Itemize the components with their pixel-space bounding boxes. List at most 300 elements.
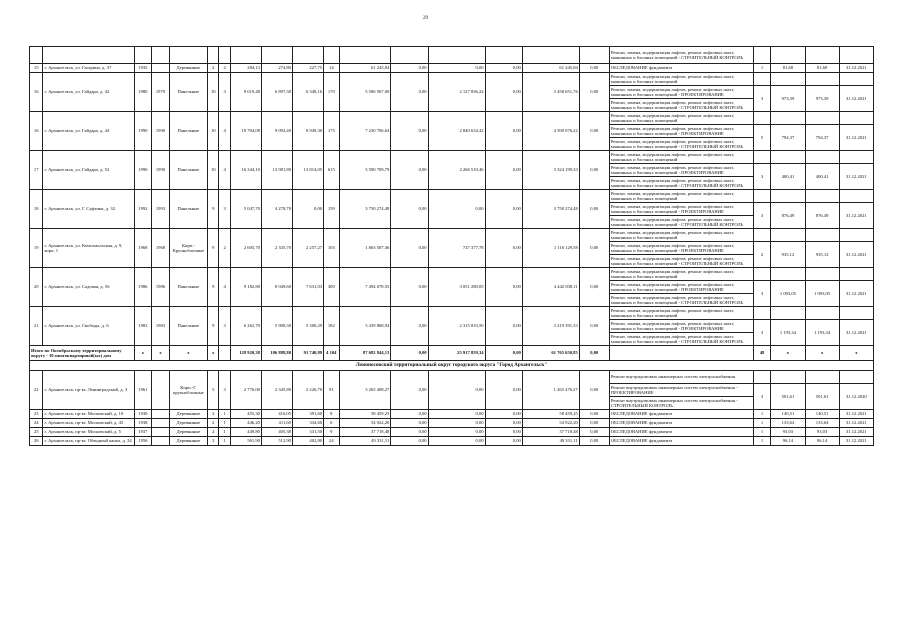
unit-cost-cell: 400,41 xyxy=(771,164,805,190)
wall-material-cell: Панельные xyxy=(169,151,207,190)
address-cell: г. Архангельск, ул. Гагарина, д. 37 xyxy=(43,64,134,73)
other-funds-cell: 0,00 xyxy=(579,64,609,73)
premises-area-cell: 13 981,80 xyxy=(261,151,292,190)
count-cell: 3 xyxy=(753,384,771,410)
row-number-cell: 21 xyxy=(30,307,43,346)
blank-cell xyxy=(839,229,873,242)
residential-area-cell: 5 300,29 xyxy=(292,307,323,346)
count-cell: 1 xyxy=(753,410,771,419)
limit-cost-cell: 973,39 xyxy=(805,86,839,112)
row-number-cell: 16 xyxy=(30,73,43,112)
other-funds-cell: 0,00 xyxy=(579,410,609,419)
building-row xyxy=(30,190,874,203)
budget-cell: 0,00 xyxy=(428,419,485,428)
total-label-cell: Итого по Октябрьскому территориальному округу - 10 многоквартирный(ых) дом xyxy=(30,346,135,361)
building-row xyxy=(30,229,874,242)
blank-cell xyxy=(485,47,522,64)
blank-cell xyxy=(839,151,873,164)
unit-cost-cell: 96,14 xyxy=(771,437,805,446)
unit-cost-cell: 935,12 xyxy=(771,242,805,268)
fund-cell: 0,00 xyxy=(391,151,428,190)
blank-cell xyxy=(753,190,771,203)
residents-cell: 8 xyxy=(324,410,340,419)
count-cell: 5 xyxy=(753,125,771,151)
entrances-cell: 1 xyxy=(219,437,230,446)
work-type-cell: Ремонт внутридомовых инженерных систем электроснабжения xyxy=(609,371,753,384)
building-row xyxy=(30,64,874,73)
unit-cost-cell: 1 093,05 xyxy=(771,281,805,307)
residents-cell: 159 xyxy=(324,190,340,229)
blank-cell xyxy=(771,307,805,320)
total-dash-cell: x xyxy=(134,346,152,361)
deadline-cell: 31.12.2021 xyxy=(839,242,873,268)
work-type-cell: ОБСЛЕДОВАНИЕ фундамента xyxy=(609,410,753,419)
total-area-cell: 128 920,38 xyxy=(230,346,261,361)
deadline-cell: 31.12.2020 xyxy=(839,384,873,410)
blank-cell xyxy=(230,47,261,64)
blank-cell xyxy=(292,47,323,64)
owners-funds-cell: 3 324 199,33 xyxy=(522,151,579,190)
floors-cell: 2 xyxy=(208,410,219,419)
blank-cell xyxy=(839,47,873,64)
budget-cell: 0,00 xyxy=(428,371,485,410)
count-cell: 3 xyxy=(753,281,771,307)
premises-area-cell: 411,60 xyxy=(261,419,292,428)
row-number-cell: 17 xyxy=(30,151,43,190)
residents-cell: 170 xyxy=(324,73,340,112)
limit-cost-cell: 501,61 xyxy=(805,384,839,410)
address-cell: г. Архангельск, ул. Г. Суфтина, д. 32 xyxy=(43,190,134,229)
total-dash-cell: x xyxy=(169,346,207,361)
total-area-cell: 2 605,70 xyxy=(230,229,261,268)
other-funds-cell: 0,00 xyxy=(579,229,609,268)
cost-total-cell: 37 718,48 xyxy=(339,428,391,437)
row-number-cell: 18 xyxy=(30,190,43,229)
blank-cell xyxy=(753,371,771,384)
count-cell: 3 xyxy=(753,164,771,190)
work-type-cell: Ремонт, замена, модернизация лифтов, ремонт лифтовых шахт, машинных и блочных помещений - СТРОИТЕЛЬНЫЙ КОНТРОЛЬ xyxy=(609,47,753,64)
renovation-year-cell xyxy=(152,371,170,410)
work-type-cell: Ремонт внутридомовых инженерных систем электроснабжения - ПРОЕКТИРОВАНИЕ xyxy=(609,384,753,397)
floors-cell: 2 xyxy=(208,437,219,446)
total-area-cell: 2 776,00 xyxy=(230,371,261,410)
fund-cell: 0,00 xyxy=(391,307,428,346)
blank-cell xyxy=(753,73,771,86)
cost-total-cell: 61 245,84 xyxy=(339,64,391,73)
page-number: 29 xyxy=(423,16,428,21)
entrances-cell: 1 xyxy=(219,419,230,428)
renovation-year-cell: 1990 xyxy=(152,151,170,190)
entrances-cell: 3 xyxy=(219,307,230,346)
local-budget-cell: 0,00 xyxy=(485,419,522,428)
deadline-cell: 31.12.2021 xyxy=(839,86,873,112)
fund-cell: 0,00 xyxy=(391,190,428,229)
deadline-cell: 31.12.2021 xyxy=(839,64,873,73)
owners-funds-cell: 4 442 838,11 xyxy=(522,268,579,307)
wall-material-cell: Деревянные xyxy=(169,419,207,428)
blank-cell xyxy=(771,47,805,64)
residents-cell: 300 xyxy=(324,268,340,307)
work-type-cell: Ремонт, замена, модернизация лифтов, ремонт лифтовых шахт, машинных и блочных помещений - ПРОЕКТИРОВАНИЕ xyxy=(609,86,753,99)
work-type-cell: Ремонт, замена, модернизация лифтов, ремонт лифтовых шахт, машинных и блочных помещений - ПРОЕКТИРОВАНИЕ xyxy=(609,203,753,216)
renovation-year-cell: 1968 xyxy=(152,229,170,268)
premises-area-cell: 6 897,30 xyxy=(261,73,292,112)
total-budget-cell: 25 917 859,34 xyxy=(428,346,485,361)
total-area-cell: 5 047,70 xyxy=(230,190,261,229)
address-cell: г. Архангельск, пр-кт. Обводный канал, д. 24 xyxy=(43,437,134,446)
premises-area-cell: 5 908,30 xyxy=(261,307,292,346)
blank-cell xyxy=(208,47,219,64)
work-type-cell: ОБСЛЕДОВАНИЕ фундамента xyxy=(609,64,753,73)
total-cost-cell: 87 682 844,13 xyxy=(339,346,391,361)
floors-cell: 10 xyxy=(208,112,219,151)
count-cell: 1 xyxy=(753,437,771,446)
budget-cell: 2 840 634,42 xyxy=(428,112,485,151)
total-count-cell: 48 xyxy=(753,346,771,361)
local-budget-cell: 0,00 xyxy=(485,190,522,229)
residential-area-cell: 334,60 xyxy=(292,419,323,428)
address-cell: г. Архангельск, ул. Гайдара, д. 44 xyxy=(43,112,134,151)
renovation-year-cell: 1979 xyxy=(152,73,170,112)
work-type-cell: Ремонт, замена, модернизация лифтов, ремонт лифтовых шахт, машинных и блочных помещений - СТРОИТЕЛЬНЫЙ КОНТРОЛЬ xyxy=(609,216,753,229)
row-number-cell: 23 xyxy=(30,410,43,419)
floors-cell: 9 xyxy=(208,268,219,307)
section-header-row xyxy=(30,361,874,371)
limit-cost-cell: 935,12 xyxy=(805,242,839,268)
wall-material-cell: Панельные xyxy=(169,190,207,229)
other-funds-cell: 0,00 xyxy=(579,190,609,229)
blank-cell xyxy=(522,47,579,64)
renovation-year-cell xyxy=(152,419,170,428)
blank-cell xyxy=(219,47,230,64)
fund-cell: 0,00 xyxy=(391,229,428,268)
limit-cost-cell: 400,41 xyxy=(805,164,839,190)
residential-area-cell: 6 348,16 xyxy=(292,73,323,112)
total-area-cell: 8 019,48 xyxy=(230,73,261,112)
address-cell: г. Архангельск, пр-кт. Ленинградский, д. 3 xyxy=(43,371,134,410)
residential-area-cell: 331,50 xyxy=(292,428,323,437)
budget-cell: 3 051 280,05 xyxy=(428,268,485,307)
premises-area-cell: 4 278,70 xyxy=(261,190,292,229)
unit-cost-cell: 1 193,34 xyxy=(771,320,805,346)
build-year-cell: 1990 xyxy=(134,151,152,190)
entrances-cell: 1 xyxy=(219,410,230,419)
build-year-cell: 1983 xyxy=(134,307,152,346)
wall-material-cell: Панельные xyxy=(169,73,207,112)
wall-material-cell: Деревянные xyxy=(169,428,207,437)
row-number-cell: 25 xyxy=(30,428,43,437)
build-year-cell: 1935 xyxy=(134,64,152,73)
total-dash-cell: x xyxy=(208,346,219,361)
cost-total-cell: 7 494 678,55 xyxy=(339,268,391,307)
work-type-cell: Ремонт, замена, модернизация лифтов, ремонт лифтовых шахт, машинных и блочных помещений - СТРОИТЕЛЬНЫЙ КОНТРОЛЬ xyxy=(609,138,753,151)
deadline-cell: 31.12.2021 xyxy=(839,428,873,437)
deadline-cell: 31.12.2021 xyxy=(839,320,873,346)
building-row xyxy=(30,73,874,86)
premises-area-cell: 2 335,70 xyxy=(261,229,292,268)
address-cell: г. Архангельск, ул. Гайдара, д. 52 xyxy=(43,151,134,190)
address-cell: г. Архангельск, ул. Свободы, д. 6 xyxy=(43,307,134,346)
budget-cell: 2 127 836,24 xyxy=(428,73,485,112)
count-cell: 2 xyxy=(753,242,771,268)
other-funds-cell: 0,00 xyxy=(579,419,609,428)
build-year-cell: 1956 xyxy=(134,437,152,446)
deadline-cell: 31.12.2021 xyxy=(839,125,873,151)
building-row xyxy=(30,151,874,164)
unit-cost-cell: 133,64 xyxy=(771,419,805,428)
limit-cost-cell: 140,51 xyxy=(805,410,839,419)
total-dash-cell: x xyxy=(805,346,839,361)
budget-cell: 2 315 810,50 xyxy=(428,307,485,346)
work-type-cell: Ремонт, замена, модернизация лифтов, ремонт лифтовых шахт, машинных и блочных помещений - СТРОИТЕЛЬНЫЙ КОНТРОЛЬ xyxy=(609,177,753,190)
residents-cell: 91 xyxy=(324,371,340,410)
floors-cell: 5 xyxy=(208,371,219,410)
total-other-cell: 0,00 xyxy=(579,346,609,361)
row-number-cell: 15 xyxy=(30,64,43,73)
limit-cost-cell: 96,14 xyxy=(805,437,839,446)
work-type-cell: Ремонт, замена, модернизация лифтов, ремонт лифтовых шахт, машинных и блочных помещений - СТРОИТЕЛЬНЫЙ КОНТРОЛЬ xyxy=(609,255,753,268)
row-number-cell: 19 xyxy=(30,229,43,268)
premises-area-cell: 405,38 xyxy=(261,428,292,437)
wall-material-cell: Панельные xyxy=(169,268,207,307)
blank-cell xyxy=(579,47,609,64)
total-residential-cell: 91 740,89 xyxy=(292,346,323,361)
owners-funds-cell: 3 750 274,48 xyxy=(522,190,579,229)
total-residents-cell: 4 104 xyxy=(324,346,340,361)
other-funds-cell: 0,00 xyxy=(579,268,609,307)
blank-cell xyxy=(428,47,485,64)
work-type-cell: Ремонт, замена, модернизация лифтов, ремонт лифтовых шахт, машинных и блочных помещений - СТРОИТЕЛЬНЫЙ КОНТРОЛЬ xyxy=(609,294,753,307)
renovation-year-cell xyxy=(152,428,170,437)
work-type-cell: Ремонт, замена, модернизация лифтов, ремонт лифтовых шахт, машинных и блочных помещений xyxy=(609,151,753,164)
blank-cell xyxy=(805,307,839,320)
limit-cost-cell: 81,68 xyxy=(805,64,839,73)
unit-cost-cell: 794,37 xyxy=(771,125,805,151)
total-local-cell: 0,00 xyxy=(485,346,522,361)
blank-cell xyxy=(753,151,771,164)
other-funds-cell: 0,00 xyxy=(579,112,609,151)
deadline-cell: 31.12.2021 xyxy=(839,281,873,307)
premises-area-cell: 512,90 xyxy=(261,437,292,446)
total-area-cell: 16 344,10 xyxy=(230,151,261,190)
work-type-cell: Ремонт внутридомовых инженерных систем электроснабжения - СТРОИТЕЛЬНЫЙ КОНТРОЛЬ xyxy=(609,397,753,410)
total-area-cell: 9 182,80 xyxy=(230,268,261,307)
wall-material-cell: Панельные xyxy=(169,112,207,151)
residential-area-cell: 402,80 xyxy=(292,437,323,446)
renovation-year-cell xyxy=(152,437,170,446)
build-year-cell: 1937 xyxy=(134,428,152,437)
residents-cell: 6 xyxy=(324,419,340,428)
renovation-year-cell: 1990 xyxy=(152,112,170,151)
fund-cell: 0,00 xyxy=(391,64,428,73)
local-budget-cell: 0,00 xyxy=(485,307,522,346)
cost-total-cell: 49 331,11 xyxy=(339,437,391,446)
work-type-cell: Ремонт, замена, модернизация лифтов, ремонт лифтовых шахт, машинных и блочных помещений xyxy=(609,307,753,320)
work-type-cell: Ремонт, замена, модернизация лифтов, ремонт лифтовых шахт, машинных и блочных помещений xyxy=(609,229,753,242)
owners-funds-cell: 58 459,25 xyxy=(522,410,579,419)
build-year-cell: 1986 xyxy=(134,268,152,307)
blank-cell xyxy=(753,307,771,320)
limit-cost-cell: 876,49 xyxy=(805,203,839,229)
building-row xyxy=(30,112,874,125)
deadline-cell: 31.12.2021 xyxy=(839,164,873,190)
renovation-year-cell: 1983 xyxy=(152,307,170,346)
blank-cell xyxy=(805,268,839,281)
row-number-cell: 16 xyxy=(30,112,43,151)
renovation-year-cell xyxy=(152,64,170,73)
renovation-year-cell: 1993 xyxy=(152,190,170,229)
row-number-cell: 26 xyxy=(30,437,43,446)
other-funds-cell: 0,00 xyxy=(579,73,609,112)
blank-cell xyxy=(771,268,805,281)
blank-cell xyxy=(771,371,805,384)
premises-area-cell: 8 049,60 xyxy=(261,268,292,307)
count-cell: 3 xyxy=(753,86,771,112)
floors-cell: 2 xyxy=(208,428,219,437)
residential-area-cell: 7 631,03 xyxy=(292,268,323,307)
residents-cell: 182 xyxy=(324,307,340,346)
total-area-cell: 6 262,70 xyxy=(230,307,261,346)
residents-cell: 24 xyxy=(324,437,340,446)
entrances-cell: 1 xyxy=(219,428,230,437)
floors-cell: 9 xyxy=(208,229,219,268)
owners-funds-cell: 1 265 476,27 xyxy=(522,371,579,410)
local-budget-cell: 0,00 xyxy=(485,64,522,73)
blank-cell xyxy=(771,229,805,242)
blank-cell xyxy=(805,151,839,164)
local-budget-cell: 0,00 xyxy=(485,151,522,190)
wall-material-cell: Кирп.-Крупноблочные xyxy=(169,229,207,268)
renovation-year-cell: 1986 xyxy=(152,268,170,307)
section-title: Ломоносовский территориальный округ городского округа "Город Архангельск" xyxy=(30,361,874,371)
building-row xyxy=(30,307,874,320)
limit-cost-cell: 794,37 xyxy=(805,125,839,151)
work-type-cell: Ремонт, замена, модернизация лифтов, ремонт лифтовых шахт, машинных и блочных помещений xyxy=(609,190,753,203)
total-area-cell: 561,90 xyxy=(230,437,261,446)
blank-cell xyxy=(261,47,292,64)
build-year-cell: 1968 xyxy=(134,229,152,268)
unit-cost-cell: 93,03 xyxy=(771,428,805,437)
build-year-cell: 1930 xyxy=(134,410,152,419)
cost-total-cell: 5 439 868,94 xyxy=(339,307,391,346)
blank-cell xyxy=(609,346,753,361)
total-area-cell: 10 704,08 xyxy=(230,112,261,151)
wall-material-cell: Деревянные xyxy=(169,410,207,419)
fund-cell: 0,00 xyxy=(391,112,428,151)
unit-cost-cell: 81,68 xyxy=(771,64,805,73)
build-year-cell: 1980 xyxy=(134,73,152,112)
wall-material-cell: Деревянные xyxy=(169,64,207,73)
entrances-cell: 4 xyxy=(219,268,230,307)
cost-total-cell: 58 459,25 xyxy=(339,410,391,419)
blank-cell xyxy=(753,229,771,242)
local-budget-cell: 0,00 xyxy=(485,371,522,410)
total-fund-cell: 0,00 xyxy=(391,346,428,361)
other-funds-cell: 0,00 xyxy=(579,428,609,437)
blank-cell xyxy=(152,47,170,64)
blank-cell xyxy=(839,268,873,281)
fund-cell: 0,00 xyxy=(391,428,428,437)
residents-cell: 175 xyxy=(324,112,340,151)
total-premises-cell: 106 888,80 xyxy=(261,346,292,361)
address-cell: г. Архангельск, ул. Гайдара, д. 42 xyxy=(43,73,134,112)
blank-cell xyxy=(753,47,771,64)
work-type-cell: Ремонт, замена, модернизация лифтов, ремонт лифтовых шахт, машинных и блочных помещений - СТРОИТЕЛЬНЫЙ КОНТРОЛЬ xyxy=(609,99,753,112)
other-funds-cell: 0,00 xyxy=(579,307,609,346)
wall-material-cell: Панельные xyxy=(169,307,207,346)
premises-area-cell: 9 092,40 xyxy=(261,112,292,151)
entrances-cell: 3 xyxy=(219,190,230,229)
building-row xyxy=(30,419,874,428)
blank-cell xyxy=(805,112,839,125)
work-type-cell: Ремонт, замена, модернизация лифтов, ремонт лифтовых шахт, машинных и блочных помещений - ПРОЕКТИРОВАНИЕ xyxy=(609,164,753,177)
budget-cell: 0,00 xyxy=(428,64,485,73)
budget-cell: 0,00 xyxy=(428,190,485,229)
count-cell: 3 xyxy=(753,203,771,229)
wall-material-cell: Кирп.-Г. крупноблочные xyxy=(169,371,207,410)
unit-cost-cell: 501,61 xyxy=(771,384,805,410)
total-dash-cell: x xyxy=(839,346,873,361)
blank-cell xyxy=(839,371,873,384)
blank-cell xyxy=(753,112,771,125)
local-budget-cell: 0,00 xyxy=(485,73,522,112)
owners-funds-cell: 1 116 129,58 xyxy=(522,229,579,268)
fund-cell: 0,00 xyxy=(391,268,428,307)
floors-cell: 2 xyxy=(208,419,219,428)
capital-repair-table xyxy=(29,46,874,446)
entrances-cell: 3 xyxy=(219,73,230,112)
address-cell: г. Архангельск, ул. Садовая, д. 56 xyxy=(43,268,134,307)
budget-cell: 2 266 510,46 xyxy=(428,151,485,190)
work-type-cell: Ремонт, замена, модернизация лифтов, ремонт лифтовых шахт, машинных и блочных помещений - ПРОЕКТИРОВАНИЕ xyxy=(609,125,753,138)
owners-funds-cell: 61 245,84 xyxy=(522,64,579,73)
total-row xyxy=(30,346,874,361)
blank-cell xyxy=(771,112,805,125)
row-number-cell: 24 xyxy=(30,419,43,428)
blank-cell xyxy=(839,190,873,203)
build-year-cell: 1961 xyxy=(134,371,152,410)
budget-cell: 0,00 xyxy=(428,437,485,446)
blank-cell xyxy=(771,151,805,164)
blank-cell xyxy=(839,112,873,125)
work-type-cell: Ремонт, замена, модернизация лифтов, ремонт лифтовых шахт, машинных и блочных помещений xyxy=(609,112,753,125)
local-budget-cell: 0,00 xyxy=(485,112,522,151)
fund-cell: 0,00 xyxy=(391,410,428,419)
owners-funds-cell: 37 718,48 xyxy=(522,428,579,437)
premises-area-cell: 416,05 xyxy=(261,410,292,419)
fund-cell: 0,00 xyxy=(391,419,428,428)
address-cell: г. Архангельск, пр-кт. Московский, д. 5 xyxy=(43,428,134,437)
residential-area-cell: 0,00 xyxy=(292,190,323,229)
build-year-cell: 1990 xyxy=(134,112,152,151)
work-type-cell: ОБСЛЕДОВАНИЕ фундамента xyxy=(609,428,753,437)
residents-cell: 9 xyxy=(324,428,340,437)
cost-total-cell: 5 590 709,79 xyxy=(339,151,391,190)
blank-cell xyxy=(839,307,873,320)
total-area-cell: 455,30 xyxy=(230,410,261,419)
blank-cell xyxy=(324,47,340,64)
blank-cell xyxy=(839,73,873,86)
floors-cell: 10 xyxy=(208,151,219,190)
cost-total-cell: 1 863 507,36 xyxy=(339,229,391,268)
residential-area-cell: 13 814,05 xyxy=(292,151,323,190)
build-year-cell: 1992 xyxy=(134,190,152,229)
budget-cell: 0,00 xyxy=(428,410,485,419)
entrances-cell: 2 xyxy=(219,229,230,268)
building-row xyxy=(30,437,874,446)
work-type-cell: Ремонт, замена, модернизация лифтов, ремонт лифтовых шахт, машинных и блочных помещений - ПРОЕКТИРОВАНИЕ xyxy=(609,281,753,294)
blank-cell xyxy=(339,47,391,64)
